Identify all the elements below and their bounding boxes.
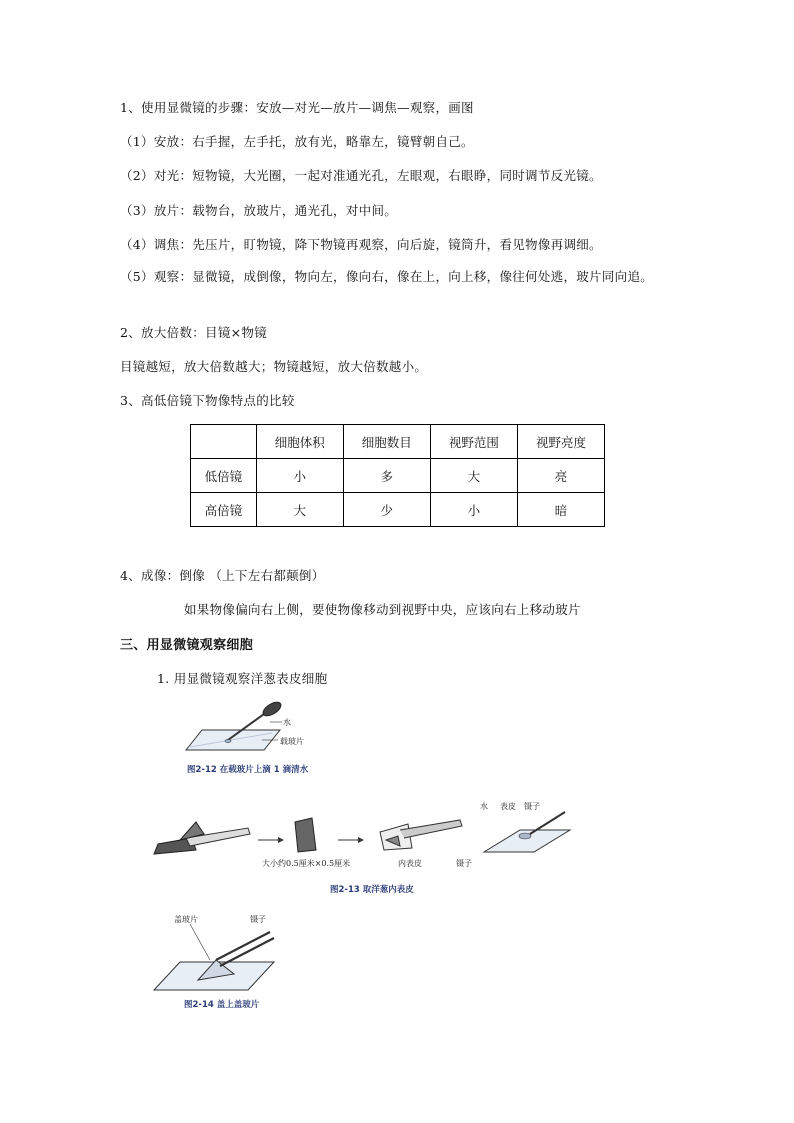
step-heading: 1、使用显微镜的步骤：安放—对光—放片—调焦—观察，画图 [120,100,474,115]
label-tweezers: 镊子 [524,802,540,811]
label-tweezers: 镊子 [456,859,472,868]
comparison-heading: 3、高低倍镜下物像特点的比较 [120,393,295,408]
section-item-1: 1. 用显微镜观察洋葱表皮细胞 [157,671,328,686]
table-cell: 暗 [517,493,604,527]
step-3: （3）放片：载物台，放玻片，通光孔，对中间。 [120,203,398,218]
step-2: （2）对光：短物镜，大光圈，一起对准通光孔，左眼观，右眼睁，同时调节反光镜。 [120,168,602,183]
figure-caption: 图2-14 盖上盖玻片 [184,1000,260,1010]
label-skin: 表皮 [500,802,516,811]
label-tweezers: 镊子 [250,915,266,924]
figure-caption: 图2-12 在载玻片上滴 1 滴清水 [187,765,309,775]
table-cell: 大 [430,459,517,493]
table-cell: 大 [256,493,343,527]
table-header-cell: 细胞体积 [256,425,343,459]
step-4: （4）调焦：先压片，盯物镜，降下物镜再观察，向后旋，镜筒升，看见物像再调细。 [120,237,602,252]
step-5: （5）观察：显微镜，成倒像，物向左，像向右，像在上，向上移，像往何处逃，玻片同向追。 [120,269,654,284]
table-cell: 少 [343,493,430,527]
table-cell: 小 [256,459,343,493]
label-inner-skin: 内表皮 [398,859,422,868]
label-cover-slip: 盖玻片 [174,915,198,924]
magnification-heading: 2、放大倍数：目镜×物镜 [120,325,268,340]
step-1: （1）安放：右手握，左手托，放有光，略靠左，镜臂朝自己。 [120,134,474,149]
imaging-heading: 4、成像：倒像 （上下左右都颠倒） [120,568,325,583]
table-cell: 低倍镜 [191,459,257,493]
figure-caption: 图2-13 取洋葱内表皮 [330,885,414,895]
table-header-cell [191,425,257,459]
figure-2-12 [182,700,332,780]
table-cell: 亮 [517,459,604,493]
label-water: 水 [283,718,291,727]
table-cell: 多 [343,459,430,493]
table-header-cell: 视野亮度 [517,425,604,459]
table-header-cell: 细胞数目 [343,425,430,459]
label-water: 水 [480,802,488,811]
table-row [191,493,605,527]
table-cell: 小 [430,493,517,527]
table-cell: 高倍镜 [191,493,257,527]
magnification-note: 目镜越短，放大倍数越大；物镜越短，放大倍数越小。 [120,359,428,374]
comparison-table [190,424,605,527]
label-size: 大小约0.5厘米×0.5厘米 [262,859,351,868]
table-row [191,459,605,493]
table-header-cell: 视野范围 [430,425,517,459]
figure-2-13 [150,800,580,900]
table-header-row [191,425,605,459]
figure-2-14 [150,910,290,1015]
section-heading: 三、用显微镜观察细胞 [120,638,254,653]
imaging-note: 如果物像偏向右上侧，要使物像移动到视野中央，应该向右上移动玻片 [184,602,581,617]
label-slide: 载玻片 [280,737,304,746]
